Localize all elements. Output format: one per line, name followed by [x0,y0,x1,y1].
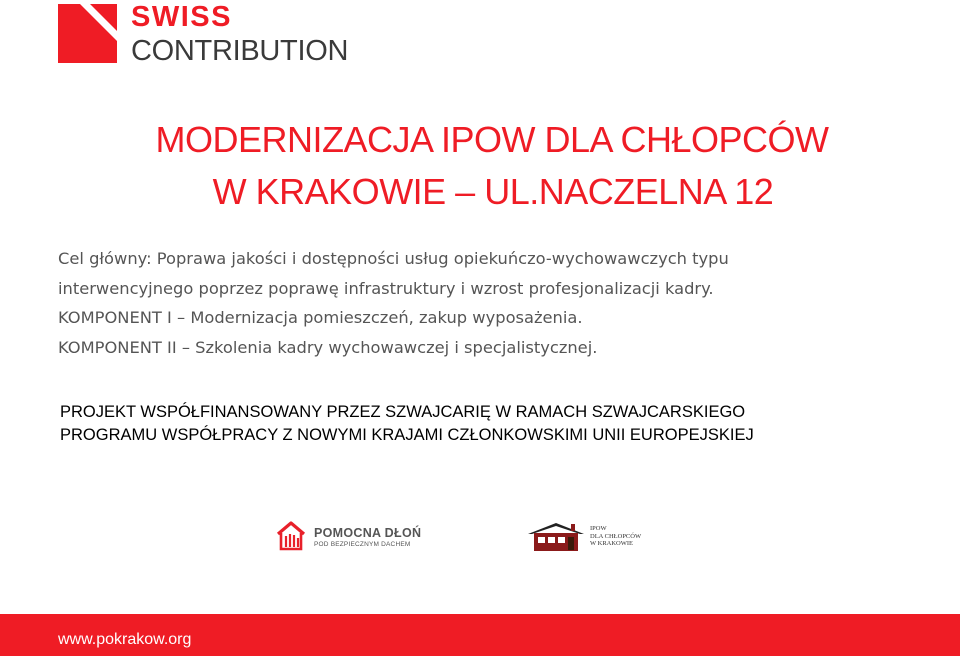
description-line: Cel główny: Poprawa jakości i dostępności usług opiekuńczo-wychowawczych typu [58,249,729,268]
description-line: KOMPONENT II – Szkolenia kadry wychowawczej i specjalistycznej. [58,337,598,357]
logo-text-contribution: CONTRIBUTION [131,35,349,67]
cofinancing-note-line-2: PROGRAMU WSPÓŁPRACY Z NOWYMI KRAJAMI CZŁONKOWSKIMI UNII EUROPEJSKIEJ [60,426,754,444]
pomocna-dlon-name: POMOCNA DŁOŃ [314,526,422,540]
logo-text-swiss: SWISS [131,1,232,33]
pomocna-dlon-tagline: POD BEZPIECZNYM DACHEM [314,541,411,548]
house-hand-icon [276,520,306,552]
description-line: interwencyjnego poprzez poprawę infrastruktury i wzrost profesjonalizacji kadry. [58,278,714,298]
ipow-logo-line: IPOW [590,525,607,532]
footer-bar [0,614,960,656]
footer-website-link[interactable]: www.pokrakow.org [58,631,192,648]
brick-house-icon [526,522,586,552]
cofinancing-note-line-1: PROJEKT WSPÓŁFINANSOWANY PRZEZ SZWAJCARIĘ W RAMACH SZWAJCARSKIEGO [60,403,746,421]
swiss-cross-square-icon [58,4,117,63]
title-line-1: MODERNIZACJA IPOW DLA CHŁOPCÓW [155,119,829,160]
project-description [58,244,908,362]
cofinancing-note [60,401,920,447]
description-line: KOMPONENT I – Modernizacja pomieszczeń, zakup wyposażenia. [58,308,583,327]
ipow-logo-text [590,525,641,548]
title-line-2: W KRAKOWIE – UL.NACZELNA 12 [212,171,774,212]
ipow-logo [526,520,676,554]
page-title [0,114,960,218]
ipow-logo-line: DLA CHŁOPCÓW [590,532,642,540]
swiss-contribution-logo [58,1,358,68]
ipow-logo-line: W KRAKOWIE [590,540,634,547]
pomocna-dlon-logo [276,518,456,554]
